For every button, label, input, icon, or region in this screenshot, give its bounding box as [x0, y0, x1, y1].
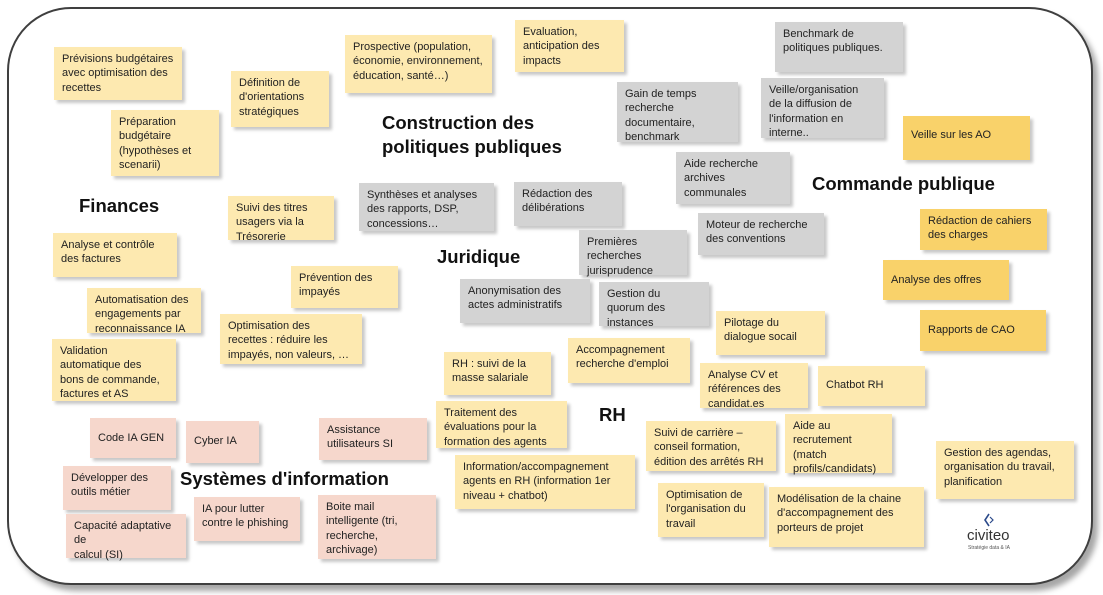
note-veille-organisation: Veille/organisation de la diffusion de l'information en interne.. [761, 78, 884, 138]
note-prospective: Prospective (population, économie, environnement, éducation, santé…) [345, 35, 492, 93]
note-chatbot-rh: Chatbot RH [818, 366, 925, 406]
note-optimisation-recettes: Optimisation des recettes : réduire les impayés, non valeurs, … [220, 314, 362, 364]
note-traitement-evaluations: Traitement des évaluations pour la formation des agents [436, 401, 567, 448]
note-prevention-impayes: Prévention des impayés [291, 266, 398, 308]
note-moteur-recherche-conventions: Moteur de recherche des conventions [698, 213, 824, 255]
note-accompagnement-emploi: Accompagnement recherche d'emploi [568, 338, 690, 383]
note-preparation-budgetaire: Préparation budgétaire (hypothèses et scenarii) [111, 110, 219, 176]
note-aide-recrutement: Aide au recrutement (match profils/candidats) [785, 414, 892, 473]
note-analyse-offres: Analyse des offres [883, 260, 1009, 300]
civiteo-logo-icon [982, 513, 996, 527]
note-aide-recherche-archives: Aide recherche archives communales [676, 152, 790, 204]
note-rh-masse-salariale: RH : suivi de la masse salariale [444, 352, 551, 395]
note-previsions-budgetaires: Prévisions budgétaires avec optimisation des recettes [54, 47, 182, 100]
note-redaction-deliberations: Rédaction des délibérations [514, 182, 622, 226]
note-optimisation-organisation: Optimisation de l'organisation du travail [658, 483, 764, 537]
note-anonymisation-actes: Anonymisation des actes administratifs [460, 279, 590, 323]
note-gestion-quorum: Gestion du quorum des instances [599, 282, 709, 326]
note-ia-phishing: IA pour lutter contre le phishing [194, 497, 300, 541]
note-rapports-cao: Rapports de CAO [920, 310, 1046, 351]
note-cyber-ia: Cyber IA [186, 421, 259, 463]
note-boite-mail-intelligente: Boite mail intelligente (tri, recherche, archivage) [318, 495, 436, 559]
note-syntheses-analyses: Synthèses et analyses des rapports, DSP, concessions… [359, 183, 494, 231]
note-validation-automatique: Validation automatique des bons de commande, factures et AS [52, 339, 176, 401]
note-gestion-agendas: Gestion des agendas, organisation du travail, planification [936, 441, 1074, 499]
civiteo-logo-tagline: Stratégie data & IA [968, 545, 1010, 551]
note-modelisation-chaine: Modélisation de la chaine d'accompagnement des porteurs de projet [769, 487, 924, 547]
note-automatisation-engagements: Automatisation des engagements par reconnaissance IA [87, 288, 201, 333]
civiteo-logo-wordmark: civiteo [967, 527, 1010, 544]
note-pilotage-dialogue: Pilotage du dialogue socail [716, 311, 825, 355]
category-rh: RH [599, 404, 626, 425]
note-capacite-adaptative: Capacité adaptative de calcul (SI) [66, 514, 186, 558]
note-analyse-factures: Analyse et contrôle des factures [53, 233, 177, 277]
note-gain-temps-recherche: Gain de temps recherche documentaire, benchmark [617, 82, 738, 142]
note-code-ia-gen: Code IA GEN [90, 418, 176, 458]
note-definition-orientations: Définition de d'orientations stratégiques [231, 71, 329, 127]
note-veille-ao: Veille sur les AO [903, 116, 1030, 160]
category-juridique: Juridique [437, 246, 521, 267]
note-suivi-carriere: Suivi de carrière – conseil formation, édition des arrêtés RH [646, 421, 776, 471]
category-commande-publique: Commande publique [812, 173, 995, 194]
note-information-accompagnement-rh: Information/accompagnement agents en RH (information 1er niveau + chatbot) [455, 455, 635, 509]
category-construction-politiques: Construction des politiques publiques [382, 112, 562, 157]
note-suivi-titres: Suivi des titres usagers via la Trésorerie [228, 196, 334, 240]
note-developper-outils: Développer des outils métier [63, 466, 171, 510]
note-evaluation: Evaluation, anticipation des impacts [515, 20, 624, 72]
note-redaction-cahiers-charges: Rédaction de cahiers des charges [920, 209, 1047, 250]
category-systemes-information: Systèmes d'information [180, 468, 389, 489]
note-assistance-utilisateurs: Assistance utilisateurs SI [319, 418, 427, 460]
note-analyse-cv: Analyse CV et références des candidat.es [700, 363, 808, 408]
note-premieres-recherches: Premières recherches jurisprudence [579, 230, 687, 275]
note-benchmark-politiques: Benchmark de politiques publiques. [775, 22, 903, 72]
category-finances: Finances [79, 195, 160, 216]
